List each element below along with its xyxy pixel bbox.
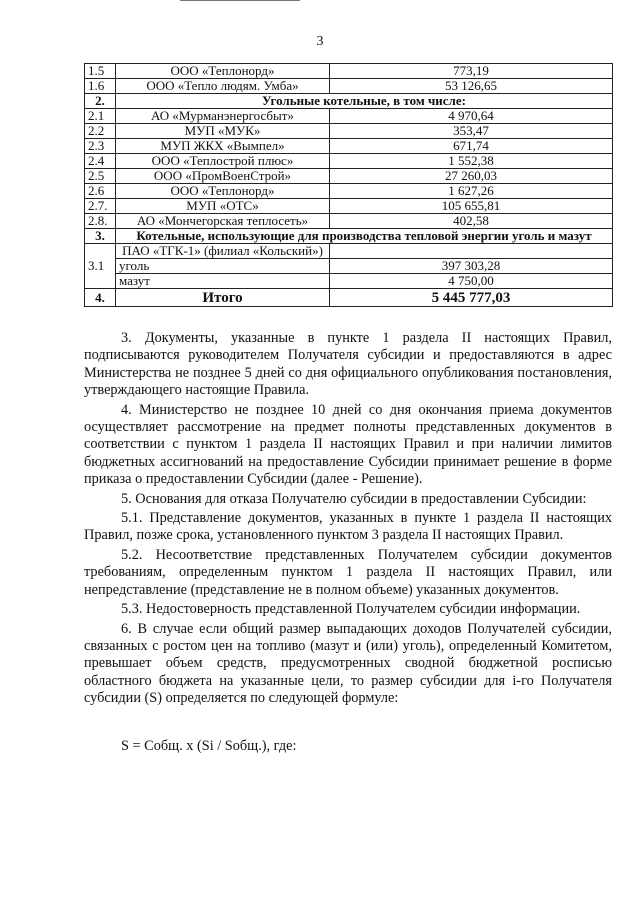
table-row bbox=[85, 139, 613, 154]
row-number: 2.5 bbox=[85, 169, 116, 184]
table-row bbox=[85, 124, 613, 139]
table-row bbox=[85, 79, 613, 94]
table-row bbox=[85, 184, 613, 199]
row-number: 2.4 bbox=[85, 154, 116, 169]
section-title: Угольные котельные, в том числе: bbox=[116, 94, 613, 109]
fuel-type: уголь bbox=[116, 259, 330, 274]
amount-value: 4 970,64 bbox=[330, 109, 613, 124]
amount-value: 27 260,03 bbox=[330, 169, 613, 184]
row-number: 2.7. bbox=[85, 199, 116, 214]
total-number: 4. bbox=[85, 289, 116, 307]
section-header-row bbox=[85, 229, 613, 244]
organization-name: ООО «Тепло людям. Умба» bbox=[116, 79, 330, 94]
amount-value: 4 750,00 bbox=[330, 274, 613, 289]
row-number: 3.1 bbox=[85, 244, 116, 289]
row-number: 1.5 bbox=[85, 64, 116, 79]
organization-name: МУП «ОТС» bbox=[116, 199, 330, 214]
table-row bbox=[85, 214, 613, 229]
amount-value: 105 655,81 bbox=[330, 199, 613, 214]
amount-value: 773,19 bbox=[330, 64, 613, 79]
total-label: Итого bbox=[116, 289, 330, 307]
amount-value: 53 126,65 bbox=[330, 79, 613, 94]
organization-name: АО «Мончегорская теплосеть» bbox=[116, 214, 330, 229]
formula: S = Собщ. х (Si / Sобщ.), где: bbox=[121, 737, 297, 754]
table-row bbox=[85, 244, 613, 259]
table-row bbox=[85, 154, 613, 169]
section-number: 2. bbox=[85, 94, 116, 109]
amount-value: 397 303,28 bbox=[330, 259, 613, 274]
amount-value-empty bbox=[330, 244, 613, 259]
row-number: 1.6 bbox=[85, 79, 116, 94]
row-number: 2.3 bbox=[85, 139, 116, 154]
page-top-mark bbox=[180, 0, 300, 4]
table-row bbox=[85, 64, 613, 79]
page-number: 3 bbox=[316, 34, 324, 49]
fuel-type: мазут bbox=[116, 274, 330, 289]
total-value: 5 445 777,03 bbox=[330, 289, 613, 307]
paragraph-4: 4. Министерство не позднее 10 дней со дня окончания приема документов осуществляет рассмотрение на предмет полноты представленных документов в соответствии с пунктом 1 раздела II настоящих Правил и при наличии лимитов бюджетных ассигнований на предоставление Субсидии принимает решение в форме приказа о предоставлении Субсидии (далее - Решение). bbox=[84, 401, 612, 488]
organization-name: МУП ЖКХ «Вымпел» bbox=[116, 139, 330, 154]
amount-value: 1 552,38 bbox=[330, 154, 613, 169]
row-number: 2.1 bbox=[85, 109, 116, 124]
section-title: Котельные, использующие для производства тепловой энергии уголь и мазут bbox=[116, 229, 613, 244]
amount-value: 402,58 bbox=[330, 214, 613, 229]
paragraph-5-1: 5.1. Представление документов, указанных в пункте 1 раздела II настоящих Правил, позже срока, установленного пунктом 3 раздела II настоящих Правил. bbox=[84, 510, 612, 544]
paragraph-5-2: 5.2. Несоответствие представленных Получателем субсидии документов требованиям, определенным пунктом 1 раздела II настоящих Правил, или непредставление (представление не в полном объеме) указанных документов. bbox=[84, 546, 612, 598]
document-body bbox=[84, 330, 612, 757]
table-row bbox=[85, 199, 613, 214]
paragraph-5-3: 5.3. Недостоверность представленной Получателем субсидии информации. bbox=[121, 601, 581, 618]
paragraph-6: 6. В случае если общий размер выпадающих доходов Получателей субсидии, связанных с ростом цен на топливо (мазут и (или) уголь), определенный Комитетом, превышает объем средств, предусмотренных сводной бюджетной росписью областного бюджета на указанные цели, то размер субсидии для i-го Получателя субсидии (S) определяется по следующей формуле: bbox=[84, 620, 612, 707]
organization-name: ООО «Теплонорд» bbox=[116, 184, 330, 199]
row-number: 2.8. bbox=[85, 214, 116, 229]
total-row bbox=[85, 289, 613, 307]
organization-name: ПАО «ТГК-1» (филиал «Кольский») bbox=[116, 244, 330, 259]
organization-name: ООО «Теплонорд» bbox=[116, 64, 330, 79]
organization-name: ООО «ПромВоенСтрой» bbox=[116, 169, 330, 184]
organization-name: АО «Мурманэнергосбыт» bbox=[116, 109, 330, 124]
paragraph-3: 3. Документы, указанные в пункте 1 раздела II настоящих Правил, подписываются руководителем Получателя субсидии и предоставляются в адрес Министерства не позднее 5 дней со дня официального опубликования постановления, утверждающего настоящие Правила. bbox=[84, 330, 612, 399]
table-row bbox=[85, 169, 613, 184]
amount-value: 1 627,26 bbox=[330, 184, 613, 199]
row-number: 2.2 bbox=[85, 124, 116, 139]
row-number: 2.6 bbox=[85, 184, 116, 199]
table-row bbox=[85, 274, 613, 289]
amount-value: 671,74 bbox=[330, 139, 613, 154]
paragraph-5: 5. Основания для отказа Получателю субсидии в предоставлении Субсидии: bbox=[121, 490, 587, 507]
table-row bbox=[85, 259, 613, 274]
section-number: 3. bbox=[85, 229, 116, 244]
amount-value: 353,47 bbox=[330, 124, 613, 139]
subsidy-table bbox=[84, 63, 613, 307]
section-header-row bbox=[85, 94, 613, 109]
organization-name: ООО «Теплострой плюс» bbox=[116, 154, 330, 169]
organization-name: МУП «МУК» bbox=[116, 124, 330, 139]
table-row bbox=[85, 109, 613, 124]
